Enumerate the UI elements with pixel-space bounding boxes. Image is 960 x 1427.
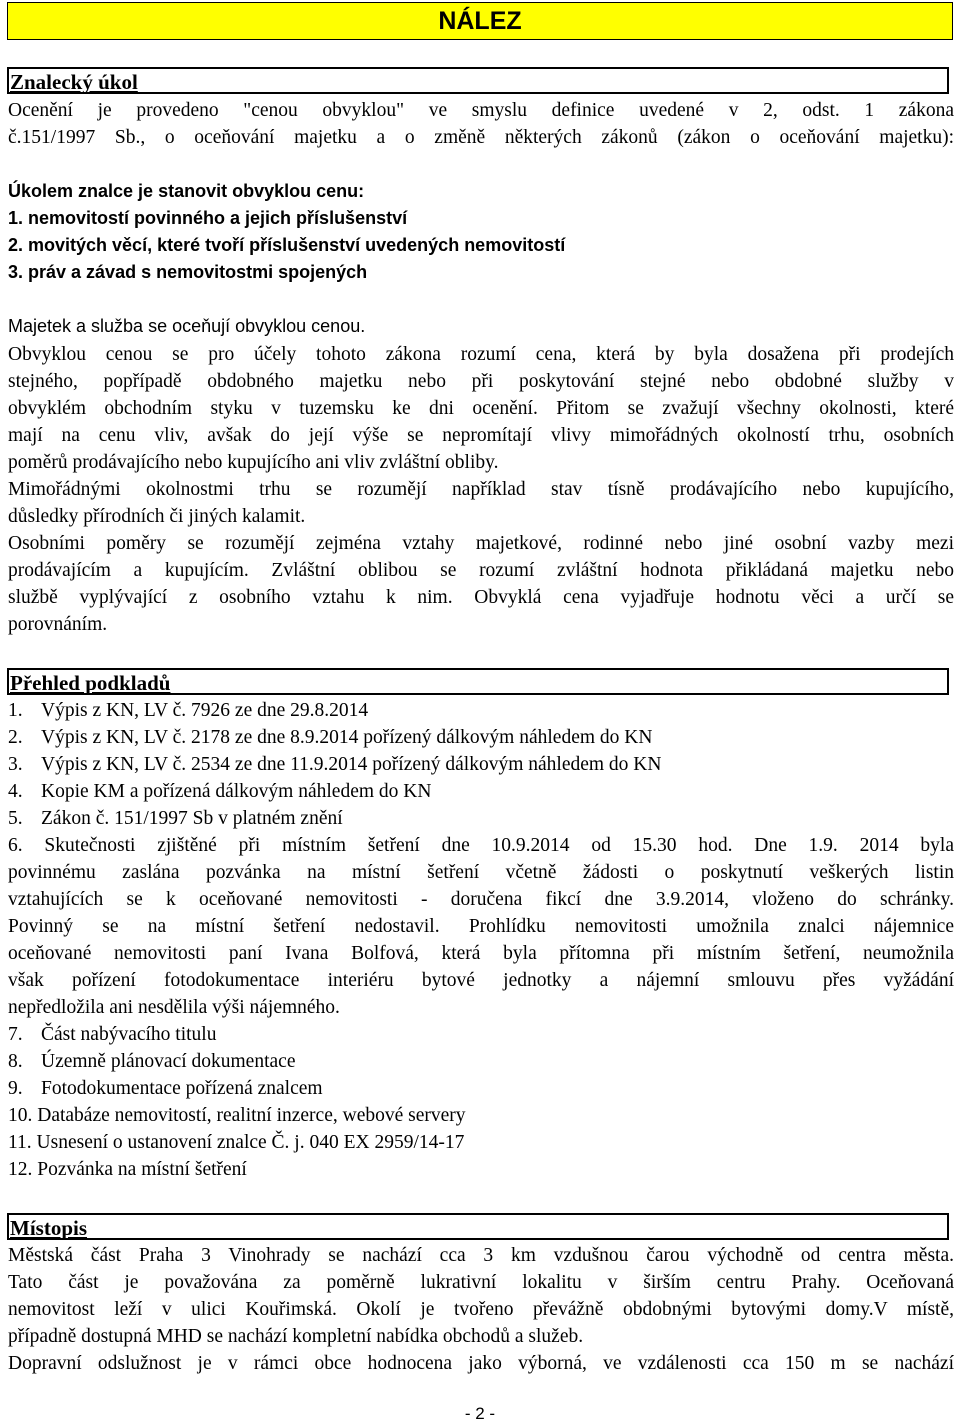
paragraph-line: č.151/1997 Sb., o oceňování majetku a o změně některých zákonů (zákon o oceňování majetku): <box>8 127 954 148</box>
section-heading-znalecky-ukol: Znalecký úkol <box>7 67 949 94</box>
paragraph-line: Povinný se na místní šetření nedostavil. Prohlídku nemovitosti umožnila znalci nájemnice <box>8 916 954 937</box>
source-list <box>8 697 954 832</box>
task-label: Úkolem znalce je stanovit obvyklou cenu: <box>8 181 365 201</box>
paragraph-line: poměrů prodávajícího nebo kupujícího ani vliv zvláštní obliby. <box>8 452 499 473</box>
paragraph-line: vztahujících se k oceňované nemovitosti - doručena fikcí dne 3.9.2014, vloženo do schránky. <box>8 889 954 910</box>
list-item: 9. Fotodokumentace pořízená znalcem <box>8 1078 323 1099</box>
list-item: 11. Usnesení o ustanovení znalce Č. j. 040 EX 2959/14-17 <box>8 1132 465 1153</box>
list-item: 8. Územně plánovací dokumentace <box>8 1051 296 1072</box>
page-number: - 2 - <box>464 1404 496 1423</box>
list-item: 1. Výpis z KN, LV č. 7926 ze dne 29.8.2014 <box>8 700 369 721</box>
paragraph-line: Osobními poměry se rozumějí zejména vztahy majetkové, rodinné nebo jiné osobní vazby mezi <box>8 533 954 554</box>
paragraph-line: Obvyklou cenou se pro účely tohoto zákona rozumí cena, která by byla dosažena při prodejích <box>8 344 954 365</box>
paragraph-line: však pořízení fotodokumentace interiéru bytové jednotky a nájemní smlouvu přes vyžádání <box>8 970 954 991</box>
paragraph-line: Dopravní odslužnost je v rámci obce hodnocena jako výborná, ve vzdálenosti cca 150 m se nachází <box>8 1353 954 1374</box>
paragraph-line: 6. Skutečnosti zjištěné při místním šetření dne 10.9.2014 od 15.30 hod. Dne 1.9. 2014 byla <box>8 835 954 856</box>
paragraph-line: povinnému zaslána pozvánka na místní šetření včetně žádosti o poskytnutí veškerých listin <box>8 862 954 883</box>
paragraph-line: stejného, popřípadě obdobného majetku nebo při poskytování stejné nebo obdobné služby v <box>8 371 954 392</box>
task-item: 1. nemovitostí povinného a jejich příslušenství <box>8 208 408 228</box>
paragraph-line: oceňované nemovitosti paní Ivana Bolfová, která byla přítomna při místním šetření, neumožnila <box>8 943 954 964</box>
statement: Majetek a služba se oceňují obvyklou cenou. <box>8 316 366 336</box>
task-item: 3. práv a závad s nemovitostmi spojených <box>8 262 368 282</box>
list-item: 4. Kopie KM a pořízená dálkovým náhledem do KN <box>8 781 432 802</box>
section-heading-prehled-podkladu: Přehled podkladů <box>7 668 949 695</box>
paragraph-line: Tato část je považována za poměrně lukrativní lokalitu v širším centru Prahy. Oceňovaná <box>8 1272 954 1293</box>
paragraph-line: důsledky přírodních či jiných kalamit. <box>8 506 306 527</box>
task-item: 2. movitých věcí, které tvoří příslušenství uvedených nemovitostí <box>8 235 566 255</box>
paragraph-line: Městská část Praha 3 Vinohrady se nachází cca 3 km vzdušnou čarou východně od centra města. <box>8 1245 954 1266</box>
paragraph-line: prodávajícím a kupujícím. Zvláštní oblibou se rozumí zvláštní hodnota přikládaná majetku nebo <box>8 560 954 581</box>
list-item: 3. Výpis z KN, LV č. 2534 ze dne 11.9.2014 pořízený dálkovým náhledem do KN <box>8 754 662 775</box>
list-item: 10. Databáze nemovitostí, realitní inzerce, webové servery <box>8 1105 466 1126</box>
list-item: 5. Zákon č. 151/1997 Sb v platném znění <box>8 808 343 829</box>
page-title: NÁLEZ <box>7 2 953 40</box>
list-item: 7. Část nabývacího titulu <box>8 1024 217 1045</box>
list-item: 12. Pozvánka na místní šetření <box>8 1159 247 1180</box>
paragraph-line: Ocenění je provedeno "cenou obvyklou" ve smyslu definice uvedené v 2, odst. 1 zákona <box>8 100 954 121</box>
paragraph-line: porovnáním. <box>8 614 108 635</box>
paragraph-line: nepředložila ani nesdělila výši nájemného. <box>8 997 340 1018</box>
source-list-continued <box>8 1021 954 1183</box>
list-item: 2. Výpis z KN, LV č. 2178 ze dne 8.9.2014 pořízený dálkovým náhledem do KN <box>8 727 653 748</box>
paragraph-line: obvyklém obchodním styku v tuzemsku ke dni ocenění. Přitom se zvažují všechny okolnosti, které <box>8 398 954 419</box>
paragraph-line: službě vyplývající z osobního vztahu k nim. Obvyklá cena vyjadřuje hodnotu věci a určí se <box>8 587 954 608</box>
paragraph-line: nemovitost leží v ulici Kouřimská. Okolí je tvořeno převážně obdobnými bytovými domy.V místě, <box>8 1299 954 1320</box>
paragraph-line: Mimořádnými okolnostmi trhu se rozumějí například stav tísně prodávajícího nebo kupujícího, <box>8 479 954 500</box>
paragraph-line: mají na cenu vliv, avšak do její výše se nepromítají vlivy mimořádných okolností trhu, osobních <box>8 425 954 446</box>
paragraph-line: případně dostupná MHD se nachází kompletní nabídka obchodů a služeb. <box>8 1326 584 1347</box>
section-heading-mistopis: Místopis <box>7 1213 949 1240</box>
